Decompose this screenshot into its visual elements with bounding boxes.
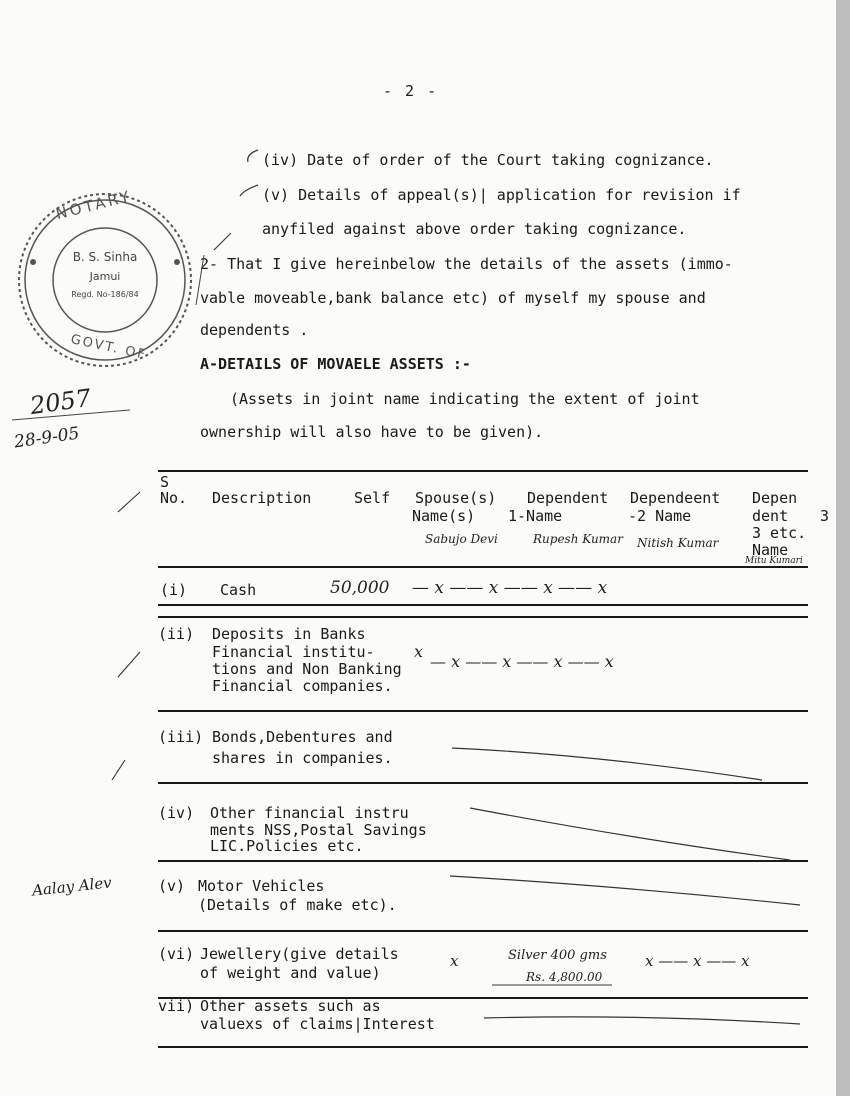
note-line2: ownership will also have to be given). bbox=[200, 423, 544, 441]
row-7-description-line1: Other assets such as bbox=[200, 997, 381, 1015]
row-4-description-line2: ments NSS,Postal Savings bbox=[210, 821, 427, 839]
para2-line1: 2- That I give hereinbelow the details of the assets (immo- bbox=[200, 255, 733, 273]
margin-signature: Aalay Alev bbox=[31, 873, 113, 900]
row-6-marks: x —— x —— x bbox=[645, 952, 750, 970]
para2-line3: dependents . bbox=[200, 321, 309, 339]
row-5-description-line2: (Details of make etc). bbox=[198, 896, 397, 914]
header-sno: No. bbox=[160, 489, 188, 507]
header-dep3-line2: dent bbox=[752, 507, 789, 525]
row-2-description-line1: Deposits in Banks bbox=[212, 625, 366, 643]
row-5-number: (v) bbox=[158, 877, 186, 895]
note-line1: (Assets in joint name indicating the extent of joint bbox=[230, 390, 700, 408]
header-dep3-line1: Depen bbox=[752, 489, 798, 507]
row-3-description-line2: shares in companies. bbox=[212, 749, 393, 767]
row-6-description-line1: Jewellery(give details bbox=[200, 945, 399, 963]
stamp-bottom-text: GOVT. OF bbox=[69, 332, 149, 363]
item-v-text-line2: anyfiled against above order taking cognizance. bbox=[262, 220, 687, 238]
row-3-description-line1: Bonds,Debentures and bbox=[212, 728, 393, 746]
handwritten-dep3-name: Mitu Kumari bbox=[745, 556, 803, 566]
header-dep1-line2: 1-Name bbox=[508, 507, 563, 525]
header-description: Description bbox=[212, 489, 312, 507]
margin-date: 28-9-05 bbox=[12, 423, 81, 453]
header-dep3-line4: Name bbox=[752, 541, 789, 559]
item-iv-text: (iv) Date of order of the Court taking cognizance. bbox=[262, 151, 714, 169]
handwritten-dep2-name: Nitish Kumar bbox=[637, 536, 719, 550]
section-a-heading: A-DETAILS OF MOVAELE ASSETS :- bbox=[200, 355, 471, 373]
header-dep2-line2: -2 Name bbox=[628, 507, 692, 525]
row-2-self-value: x bbox=[414, 642, 424, 661]
page-number: - 2 - bbox=[383, 82, 439, 100]
header-self: Self bbox=[354, 489, 391, 507]
row-3-number: (iii) bbox=[158, 728, 204, 746]
header-dep2-line1: Dependeent bbox=[630, 489, 721, 507]
header-dep3-line3: 3 etc. bbox=[752, 524, 807, 542]
row-5-description-line1: Motor Vehicles bbox=[198, 877, 325, 895]
stamp-regd: Regd. No-186/84 bbox=[71, 290, 139, 299]
row-2-description-line3: tions and Non Banking bbox=[212, 660, 402, 678]
row-4-number: (iv) bbox=[158, 804, 195, 822]
row-1-number: (i) bbox=[160, 581, 188, 599]
margin-number: 2057 bbox=[28, 383, 93, 421]
item-v-text-line1: (v) Details of appeal(s)| application for revision if bbox=[262, 186, 741, 204]
row-2-description-line2: Financial institu- bbox=[212, 643, 375, 661]
row-1-description: Cash bbox=[220, 581, 257, 599]
row-6-description-line2: of weight and value) bbox=[200, 964, 381, 982]
row-6-number: (vi) bbox=[158, 945, 195, 963]
header-dep3-number: 3 bbox=[820, 507, 830, 525]
row-2-description-line4: Financial companies. bbox=[212, 677, 393, 695]
jewellery-note-line1: Silver 400 gms bbox=[508, 948, 607, 963]
row-4-description-line3: LIC.Policies etc. bbox=[210, 837, 364, 855]
stamp-name: B. S. Sinha bbox=[72, 250, 138, 264]
header-sno-top: S bbox=[160, 473, 170, 491]
handwritten-spouse-name: Sabujo Devi bbox=[425, 532, 498, 546]
row-6-self-value: x bbox=[450, 952, 459, 970]
header-dep1-line1: Dependent bbox=[527, 489, 609, 507]
row-1-marks: — x —— x —— x —— x bbox=[412, 578, 608, 598]
row-4-description-line1: Other financial instru bbox=[210, 804, 409, 822]
stamp-top-text: NOTARY bbox=[53, 186, 134, 224]
header-spouse-line2: Name(s) bbox=[412, 507, 476, 525]
row-7-number: vii) bbox=[158, 997, 195, 1015]
jewellery-note-line2: Rs. 4,800.00 bbox=[526, 970, 603, 984]
row-7-description-line2: valuexs of claims|Interest bbox=[200, 1015, 435, 1033]
stamp-place: Jamui bbox=[89, 270, 121, 283]
row-2-marks: — x —— x —— x —— x bbox=[430, 652, 614, 671]
header-spouse-line1: Spouse(s) bbox=[415, 489, 497, 507]
para2-line2: vable moveable,bank balance etc) of myself my spouse and bbox=[200, 289, 706, 307]
handwritten-dep1-name: Rupesh Kumar bbox=[533, 532, 623, 546]
row-1-self-value: 50,000 bbox=[330, 578, 390, 598]
row-2-number: (ii) bbox=[158, 625, 195, 643]
